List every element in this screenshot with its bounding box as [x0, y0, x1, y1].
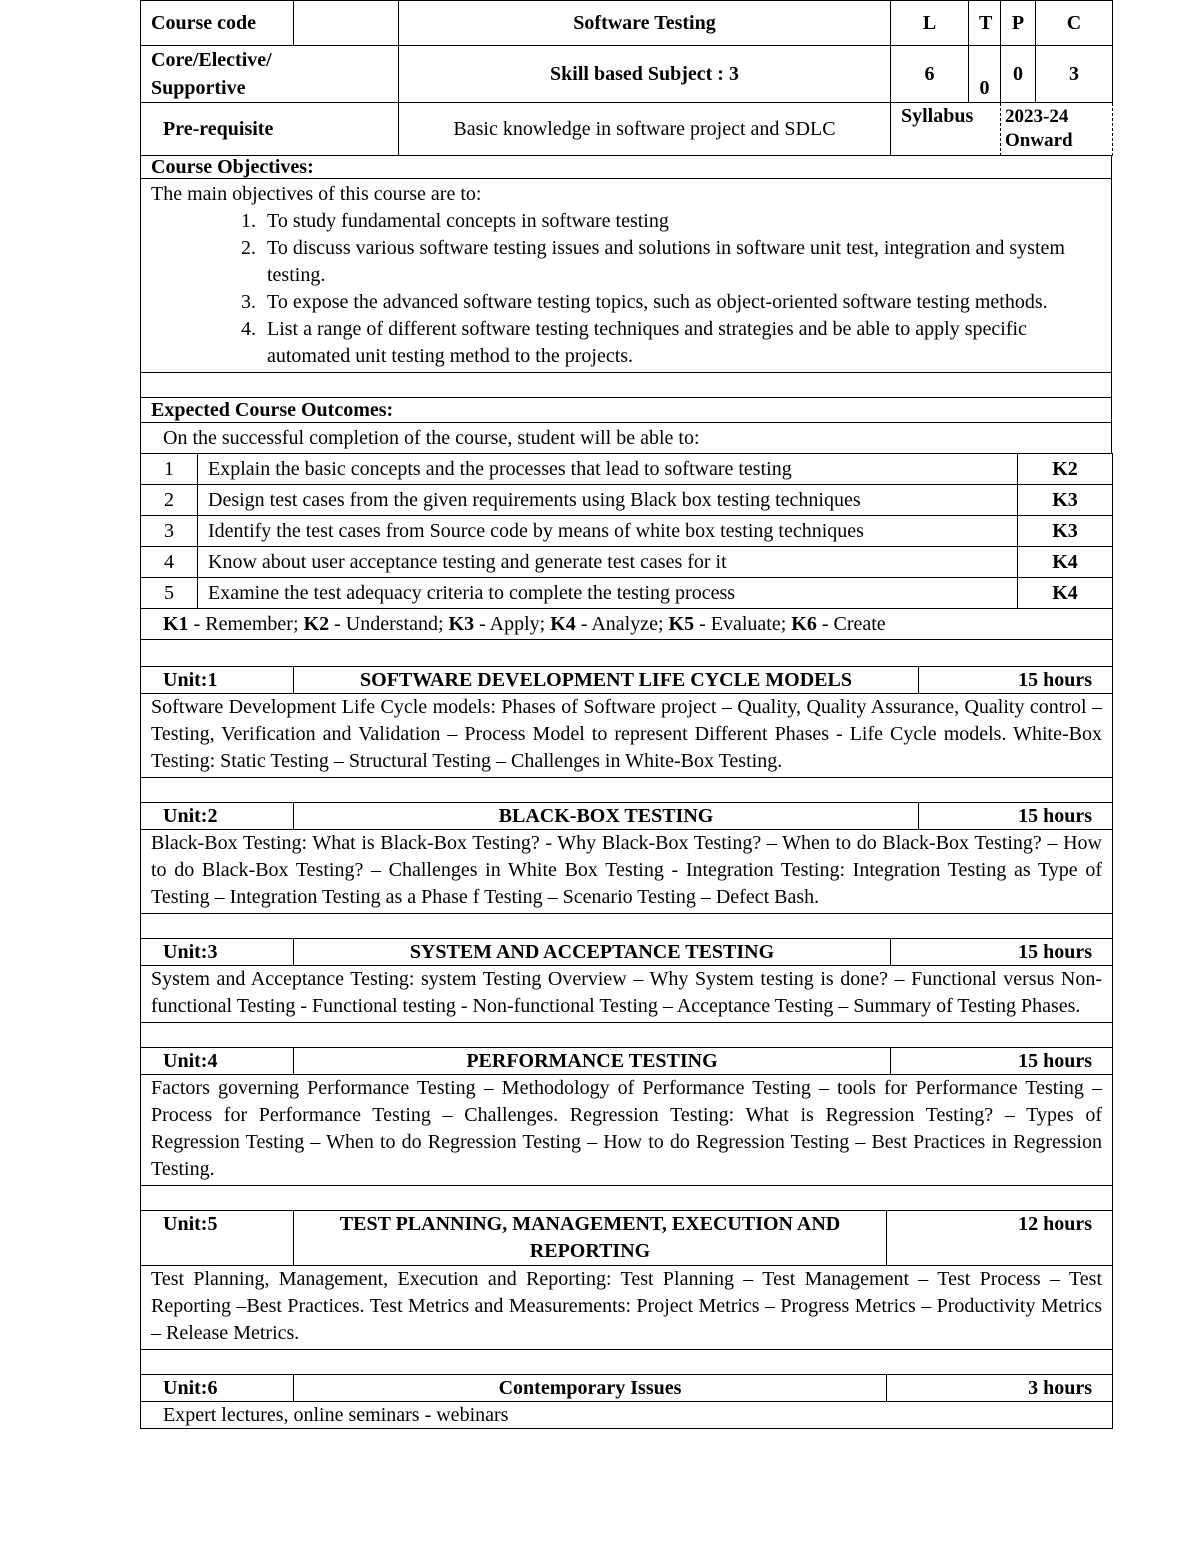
outcome-row: [141, 578, 1113, 609]
outcome-k-level: K3: [1018, 485, 1113, 516]
course-code-value: [294, 1, 399, 46]
t-value: 0: [969, 46, 1001, 103]
unit-label: Unit:2: [141, 803, 294, 830]
spacer-row: [141, 640, 1113, 667]
unit-content: System and Acceptance Testing: system Testing Overview – Why System testing is done? – Functional versus Non-functional Testing - Functional testing - Non-functional Testing – Acceptance Testing – Summary of Testing Phases.: [141, 966, 1113, 1023]
unit-label: Unit:5: [141, 1211, 294, 1266]
course-title: Software Testing: [399, 1, 891, 46]
objectives-intro: The main objectives of this course are to:: [151, 183, 482, 205]
unit-content: Expert lectures, online seminars - webinars: [141, 1402, 1113, 1429]
outcomes-intro: On the successful completion of the course, student will be able to:: [141, 423, 1112, 454]
unit-6-table: [140, 1374, 1113, 1429]
unit-3-table: [140, 938, 1113, 1048]
k-level-legend: [141, 609, 1113, 640]
objectives-list: [151, 208, 1101, 370]
spacer-row: [141, 1023, 1113, 1048]
prereq-label: Pre-requisite: [141, 103, 399, 156]
spacer-row: [141, 1186, 1113, 1211]
p-label: P: [1001, 1, 1036, 46]
objective-item: 3. To expose the advanced software testing topics, such as object-oriented software testing methods.: [261, 289, 1101, 316]
outcome-text: Identify the test cases from Source code by means of white box testing techniques: [198, 516, 1018, 547]
unit-1-table: [140, 666, 1113, 803]
subject-type: Skill based Subject : 3: [399, 46, 891, 103]
k2-text: - Understand;: [329, 612, 449, 635]
objectives-title: Course Objectives:: [141, 156, 1112, 179]
objective-item: 1. To study fundamental concepts in software testing: [261, 208, 1101, 235]
c-value: 3: [1036, 46, 1113, 103]
outcomes-title: Expected Course Outcomes:: [141, 398, 1112, 423]
outcome-text: Know about user acceptance testing and generate test cases for it: [198, 547, 1018, 578]
outcome-number: 3: [141, 516, 198, 547]
unit-title: BLACK-BOX TESTING: [294, 803, 919, 830]
spacer-row: [141, 373, 1112, 398]
course-code-label: Course code: [141, 1, 294, 46]
unit-label: Unit:6: [141, 1375, 294, 1402]
unit-content: Software Development Life Cycle models: Phases of Software project – Quality, Quality Assurance, Quality control – Testing, Verification and Validation – Process Model to represent Different Phases - Life Cycle models. White-Box Testing: Static Testing – Structural Testing – Challenges in White-Box Testing.: [141, 694, 1113, 778]
k3-key: K3: [448, 612, 475, 635]
outcome-number: 2: [141, 485, 198, 516]
unit-2-table: [140, 802, 1113, 939]
c-label: C: [1036, 1, 1113, 46]
k4-key: K4: [550, 612, 576, 635]
objectives-body: [141, 179, 1112, 373]
objective-item: 4. List a range of different software testing techniques and strategies and be able to apply specific automated unit testing method to the projects.: [261, 316, 1101, 370]
spacer-row: [141, 778, 1113, 803]
outcome-k-level: K4: [1018, 578, 1113, 609]
unit-title: PERFORMANCE TESTING: [294, 1048, 891, 1075]
unit-title: SYSTEM AND ACCEPTANCE TESTING: [294, 939, 891, 966]
outcome-number: 4: [141, 547, 198, 578]
syllabus-year-text: 2023-24: [1005, 106, 1069, 127]
objectives-table: [140, 155, 1112, 454]
k4-text: - Analyze;: [575, 612, 669, 635]
outcome-row: [141, 454, 1113, 485]
outcome-row: [141, 485, 1113, 516]
unit-label: Unit:3: [141, 939, 294, 966]
unit-title: Contemporary Issues: [294, 1375, 887, 1402]
k1-key: K1: [163, 612, 189, 635]
unit-title: TEST PLANNING, MANAGEMENT, EXECUTION AND REPORTING: [294, 1211, 887, 1266]
outcome-k-level: K3: [1018, 516, 1113, 547]
syllabus-label: Syllabus: [891, 103, 1001, 156]
k2-key: K2: [303, 612, 330, 635]
unit-4-table: [140, 1047, 1113, 1211]
unit-hours: 15 hours: [919, 667, 1113, 694]
unit-hours: 15 hours: [919, 803, 1113, 830]
unit-content: Factors governing Performance Testing – Methodology of Performance Testing – tools for Performance Testing – Process for Performance Testing – Challenges. Regression Testing: What is Regression Testing? – Types of Regression Testing – When to do Regression Testing – How to do Regression Testing – Best Practices in Regression Testing.: [141, 1075, 1113, 1186]
outcome-text: Explain the basic concepts and the processes that lead to software testing: [198, 454, 1018, 485]
outcome-text: Examine the test adequacy criteria to complete the testing process: [198, 578, 1018, 609]
outcome-row: [141, 547, 1113, 578]
outcome-row: [141, 516, 1113, 547]
k6-key: K6: [791, 612, 817, 635]
p-value: 0: [1001, 46, 1036, 103]
spacer-row: [141, 914, 1113, 939]
unit-title: SOFTWARE DEVELOPMENT LIFE CYCLE MODELS: [294, 667, 919, 694]
k6-text: - Create: [816, 612, 886, 635]
unit-hours: 3 hours: [887, 1375, 1113, 1402]
k5-key: K5: [668, 612, 695, 635]
t-label: T: [969, 1, 1001, 46]
unit-label: Unit:1: [141, 667, 294, 694]
l-value: 6: [891, 46, 969, 103]
syllabus-year: [1001, 103, 1113, 156]
unit-content: Test Planning, Management, Execution and Reporting: Test Planning – Test Management – Test Process – Test Reporting –Best Practices. Test Metrics and Measurements: Project Metrics – Progress Metrics – Productivity Metrics – Release Metrics.: [141, 1266, 1113, 1350]
outcome-k-level: K4: [1018, 547, 1113, 578]
unit-hours: 15 hours: [891, 939, 1113, 966]
unit-5-table: [140, 1210, 1113, 1375]
unit-hours: 15 hours: [891, 1048, 1113, 1075]
outcome-number: 5: [141, 578, 198, 609]
objective-item: 2. To discuss various software testing issues and solutions in software unit test, integration and system testing.: [261, 235, 1101, 289]
spacer-row: [141, 1350, 1113, 1375]
k1-text: - Remember;: [188, 612, 304, 635]
k5-text: - Evaluate;: [694, 612, 792, 635]
syllabus-page: [140, 0, 1112, 1429]
unit-content: Black-Box Testing: What is Black-Box Testing? - Why Black-Box Testing? – When to do Black-Box Testing? – How to do Black-Box Testing? – Challenges in White Box Testing - Integration Testing: Integration Testing as Type of Testing – Integration Testing as a Phase f Testing – Scenario Testing – Defect Bash.: [141, 830, 1113, 914]
unit-hours: 12 hours: [887, 1211, 1113, 1266]
course-header-table: [140, 0, 1113, 156]
outcome-text: Design test cases from the given requirements using Black box testing techniques: [198, 485, 1018, 516]
category-label: Core/Elective/ Supportive: [141, 46, 399, 103]
unit-label: Unit:4: [141, 1048, 294, 1075]
syllabus-onward-text: Onward: [1005, 130, 1073, 151]
k3-text: - Apply;: [474, 612, 551, 635]
outcome-number: 1: [141, 454, 198, 485]
prereq-value: Basic knowledge in software project and SDLC: [399, 103, 891, 156]
outcomes-table: [140, 453, 1113, 667]
l-label: L: [891, 1, 969, 46]
outcome-k-level: K2: [1018, 454, 1113, 485]
